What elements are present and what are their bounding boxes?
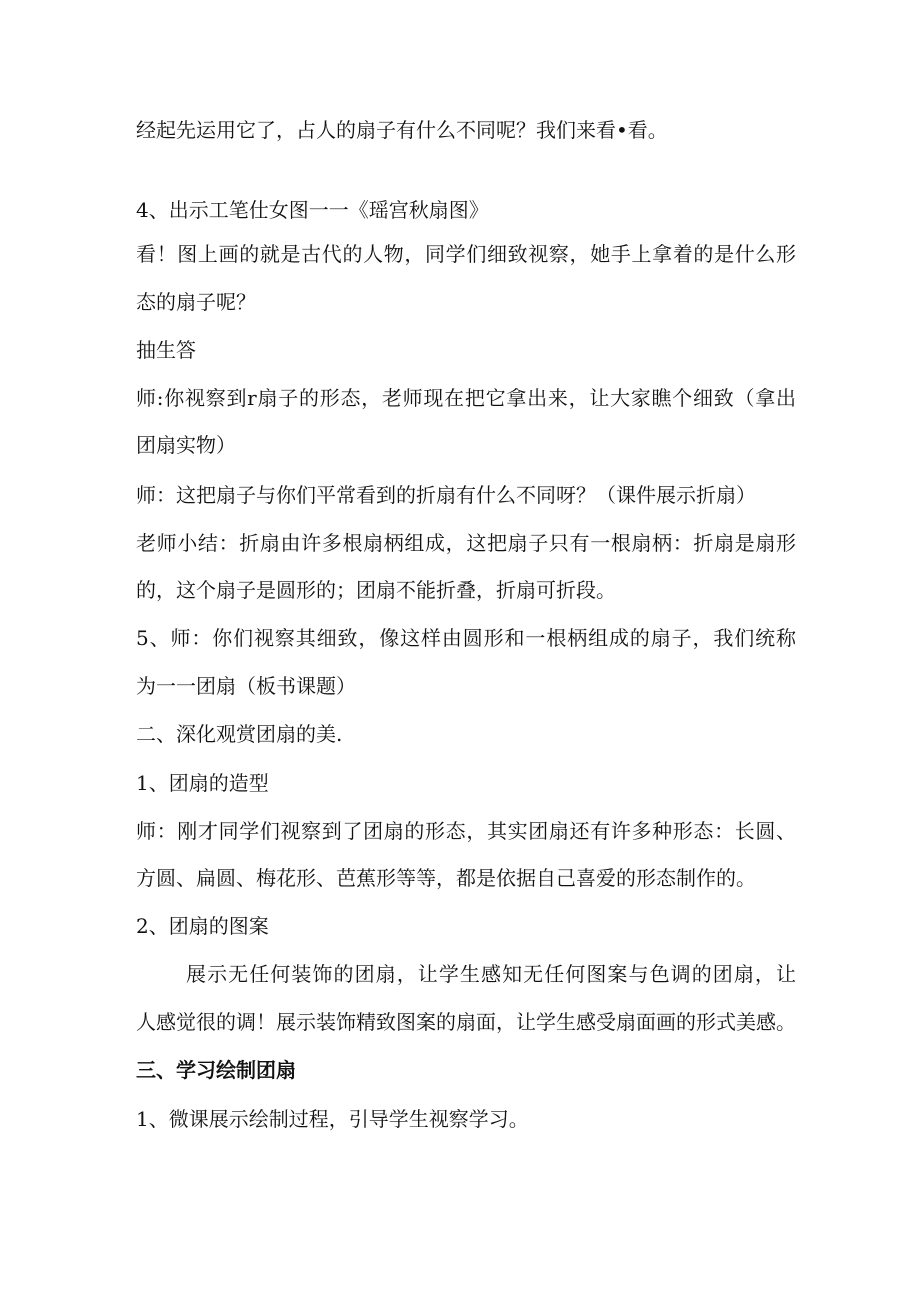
text-line: 4、出示工笔仕女图一一《瑶宫秋扇图》	[136, 198, 489, 222]
text-line: 看！图上画的就是古代的人物，同学们细致视察，她手上拿着的是什么形	[136, 242, 796, 266]
text-line: 师：刚才同学们视察到了团扇的形态，其实团扇还有许多种形态：长圆、	[136, 819, 796, 843]
text-line: 经起先运用它了，占人的扇子有什么不同呢？我们来看•看。	[136, 118, 668, 142]
text-line: 方圆、扁圆、梅花形、芭蕉形等等，都是依据自己喜爱的形态制作的。	[136, 866, 756, 890]
text-line: 团扇实物）	[136, 433, 236, 457]
section-heading: 三、学习绘制团扇	[136, 1058, 296, 1082]
text-line: 5、师：你们视察其细致，像这样由圆形和一根柄组成的扇子，我们统称	[136, 626, 796, 650]
text-line: 1、微课展示绘制过程，引导学生视察学习。	[136, 1107, 529, 1131]
section-heading: 二、深化观赏团扇的美.	[136, 722, 343, 746]
text-line: 抽生答	[136, 338, 196, 362]
text-line: 人感觉很的调！展示装饰精致图案的扇面，让学生感受扇面画的形式美感。	[136, 1010, 796, 1034]
text-line: 态的扇子呢？	[136, 290, 256, 314]
subsection-heading: 1、团扇的造型	[136, 771, 269, 795]
subsection-heading: 2、团扇的图案	[136, 914, 269, 938]
text-line: 老师小结：折扇由许多根扇柄组成，这把扇子只有一根扇柄：折扇是扇形	[136, 531, 796, 555]
text-line: 的，这个扇子是圆形的；团扇不能折叠，折扇可折段。	[136, 578, 616, 602]
text-line: 师:你视察到r扇子的形态，老师现在把它拿出来，让大家瞧个细致（拿出	[136, 386, 796, 410]
text-line: 展示无任何装饰的团扇，让学生感知无任何图案与色调的团扇，让	[186, 962, 796, 986]
text-line: 为一一团扇（板书课题）	[136, 674, 356, 698]
text-line: 师：这把扇子与你们平常看到的折扇有什么不同呀？（课件展示折扇）	[136, 483, 756, 507]
